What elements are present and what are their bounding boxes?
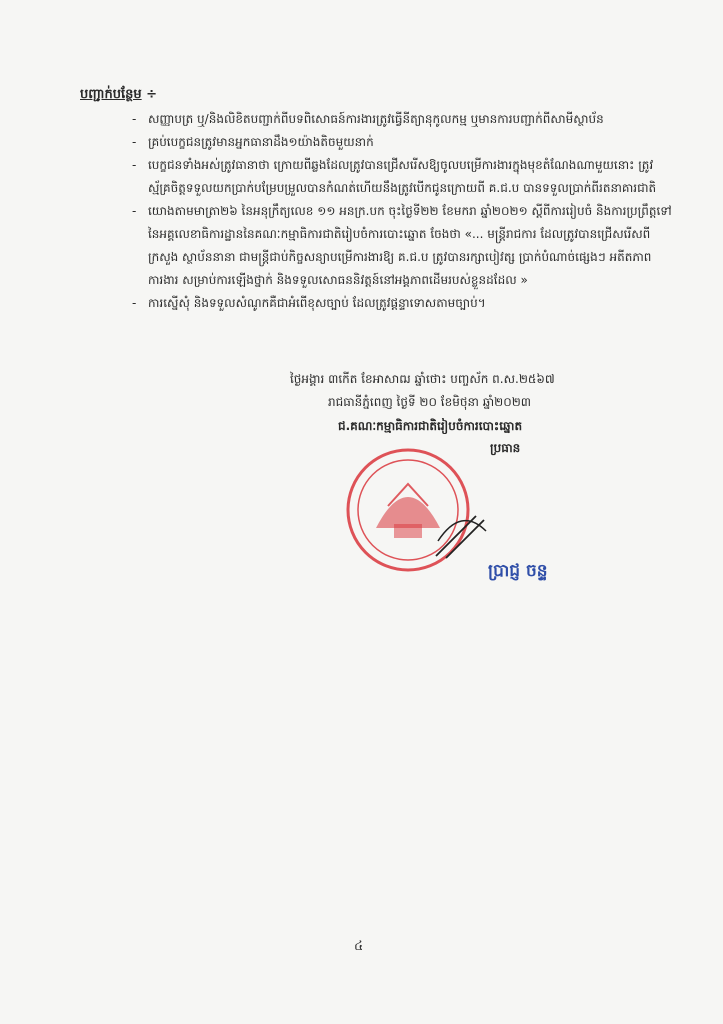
note-item: - បេក្ខជនទាំងអស់ត្រូវធានាថា ក្រោយពីឆ្លងដែលត្រូវបានជ្រើសរើសឱ្យចូលបម្រើការងារក្នុងមុខតំណែងណាមួយនោះ ត្រូវស្ម័គ្រចិត្តទទួលយកប្រាក់បម្រែបម្រួលបានកំណត់ហើយនឹងត្រូវបើកជូនក្រោយពី គ.ជ.ប បានទទួលប្រាក់ពីរតនាគារជាតិ [132, 154, 672, 200]
page-number: ៤ [354, 939, 364, 954]
signer-name: ប្រាជ្ញ ចន្ទ [488, 561, 548, 581]
note-item: - យោងតាមមាត្រា២៦ នៃអនុក្រឹត្យលេខ ១១ អនក្រ.បក ចុះថ្ងៃទី២២ ខែមករា ឆ្នាំ២០២១ ស្តីពីការរៀបចំ និងការប្រព្រឹត្តទៅនៃអគ្គលេខាធិការដ្ឋាននៃគណៈកម្មាធិការជាតិរៀបចំការបោះឆ្នោត ចែងថា «... មន្ត្រីរាជការ ដែលត្រូវបានជ្រើសរើសពីក្រសួង ស្ថាប័ននានា ជាមន្ត្រីជាប់កិច្ចសន្យាបម្រើការងារឱ្យ គ.ជ.ប ត្រូវបានរក្សាបៀវត្ស ប្រាក់បំណាច់ផ្សេងៗ អតីតភាពការងារ សម្រាប់ការឡើងថ្នាក់ និងទទួលសោធននិវត្តន៍នៅអង្គភាពដើមរបស់ខ្លួនដដែល » [132, 200, 672, 292]
chair-title: ប្រធាន [490, 441, 521, 455]
committee-name: ជ.គណៈកម្មាធិការជាតិរៀបចំការបោះឆ្នោត [338, 419, 523, 433]
note-item: - ការស្នើសុំ និងទទួលសំណូកគឺជាអំពើខុសច្បាប់ ដែលត្រូវផ្តន្ទាទោសតាមច្បាប់។ [132, 292, 672, 315]
notes-list [132, 108, 672, 315]
solar-date: រាជធានីភ្នំពេញ ថ្ងៃទី ២០ ខែមិថុនា ឆ្នាំ២០២៣ [328, 395, 532, 409]
notes-heading-suffix: ÷ [146, 87, 158, 102]
notes-heading-label: បញ្ជាក់បន្ថែម [80, 87, 142, 102]
lunar-date: ថ្ងៃអង្គារ ៣កើត ខែអាសាឍ ឆ្នាំថោះ បញ្ចស័ក ព.ស.២៥៦៧ [290, 372, 555, 386]
official-seal [326, 446, 496, 576]
notes-heading [80, 86, 157, 105]
note-item: - សញ្ញាបត្រ ឬ/និងលិខិតបញ្ជាក់ពីបទពិសោធន៍ការងារត្រូវធ្វើនីត្យានុកូលកម្ម ឬមានការបញ្ជាក់ពីសាមីស្ថាប័ន [132, 108, 672, 131]
note-item: - គ្រប់បេក្ខជនត្រូវមានអ្នកធានាដឹង១យ៉ាងតិចមួយនាក់ [132, 131, 672, 154]
